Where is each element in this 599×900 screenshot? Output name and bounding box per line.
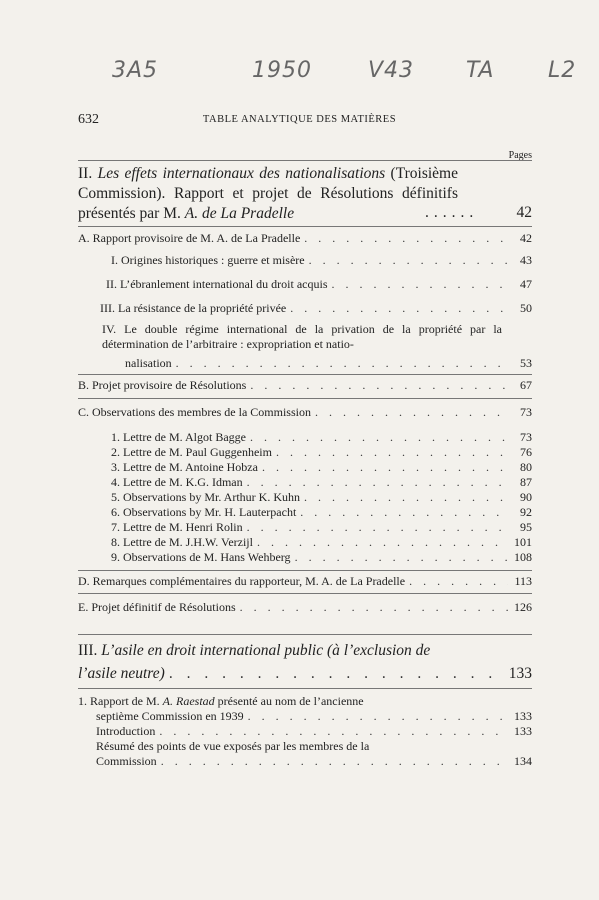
toc-entry[interactable]: B. Projet provisoire de Résolutions . . . 67 — [78, 378, 532, 393]
handwritten-mark-e: L2 — [548, 58, 577, 83]
pages-column-label: Pages — [508, 150, 532, 161]
toc-entry[interactable]: 1. Lettre de M. Algot Bagge . . . 73 — [111, 430, 532, 445]
toc-entry[interactable]: III. La résistance de la propriété privée . . . 50 — [100, 301, 532, 316]
divider — [78, 593, 532, 594]
toc-entry-continuation[interactable]: septième Commission en 1939 . . . 133 — [96, 709, 532, 724]
section-2-heading: II. Les effets internationaux des nationalisations (Troisième Commission). Rapport et projet de Résolutions définitifs présentés par M. A. de La Pradelle — [78, 165, 458, 222]
toc-entry[interactable]: A. Rapport provisoire de M. A. de La Pradelle . . . 42 — [78, 231, 532, 246]
toc-entry[interactable]: 6. Observations by Mr. H. Lauterpacht . . . 92 — [111, 505, 532, 520]
toc-entry-multiline[interactable]: Résumé des points de vue exposés par les membres de la — [96, 739, 370, 753]
section-3-heading: III. L’asile en droit international public (à l’exclusion de — [78, 642, 431, 659]
toc-entry[interactable]: 3. Lettre de M. Antoine Hobza . . . 80 — [111, 460, 532, 475]
toc-entry[interactable]: 4. Lettre de M. K.G. Idman . . . 87 — [111, 475, 532, 490]
divider — [78, 398, 532, 399]
toc-entry[interactable]: II. L’ébranlement international du droit acquis . . . 47 — [106, 277, 532, 292]
running-title: TABLE ANALYTIQUE DES MATIÈRES — [202, 114, 397, 125]
divider — [78, 160, 532, 161]
divider — [78, 374, 532, 375]
handwritten-mark-c: V43 — [368, 58, 415, 83]
toc-entry-continuation[interactable]: Commission . . . 134 — [96, 754, 532, 769]
toc-entry[interactable]: D. Remarques complémentaires du rapporteur, M. A. de La Pradelle . . . 113 — [78, 574, 532, 589]
toc-entry[interactable]: E. Projet définitif de Résolutions . . . 126 — [78, 600, 532, 615]
divider — [78, 634, 532, 635]
toc-entry-multiline[interactable]: 1. Rapport de M. A. Raestad présenté au nom de l’ancienne — [78, 694, 364, 708]
handwritten-mark-d: TA — [466, 58, 495, 83]
divider — [78, 570, 532, 571]
toc-entry[interactable]: I. Origines historiques : guerre et misère . . . 43 — [111, 253, 532, 268]
toc-entry-multiline[interactable]: IV. Le double régime international de la privation de la propriété par la détermination de l’arbitraire : expropriation et natio- — [102, 322, 502, 351]
toc-entry[interactable]: 5. Observations by Mr. Arthur K. Kuhn . . . 90 — [111, 490, 532, 505]
section-3-heading-line2[interactable]: l’asile neutre) . . . 133 — [78, 664, 532, 684]
section-2-page: 42 — [516, 204, 532, 221]
toc-entry[interactable]: 7. Lettre de M. Henri Rolin . . . 95 — [111, 520, 532, 535]
handwritten-mark-b: 1950 — [252, 58, 312, 83]
toc-entry-continuation[interactable]: nalisation . . . 53 — [125, 356, 532, 371]
toc-entry[interactable]: C. Observations des membres de la Commission . . . 73 — [78, 405, 532, 420]
toc-entry[interactable]: 8. Lettre de M. J.H.W. Verzijl . . . 101 — [111, 535, 532, 550]
page-number: 632 — [78, 112, 99, 127]
leader-dots: ...... — [425, 204, 479, 221]
divider — [78, 688, 532, 689]
divider — [78, 226, 532, 227]
handwritten-mark-a: 3A5 — [112, 58, 159, 83]
toc-entry[interactable]: 9. Observations de M. Hans Wehberg . . . 108 — [111, 550, 532, 565]
toc-entry[interactable]: Introduction . . . 133 — [96, 724, 532, 739]
toc-entry[interactable]: 2. Lettre de M. Paul Guggenheim . . . 76 — [111, 445, 532, 460]
